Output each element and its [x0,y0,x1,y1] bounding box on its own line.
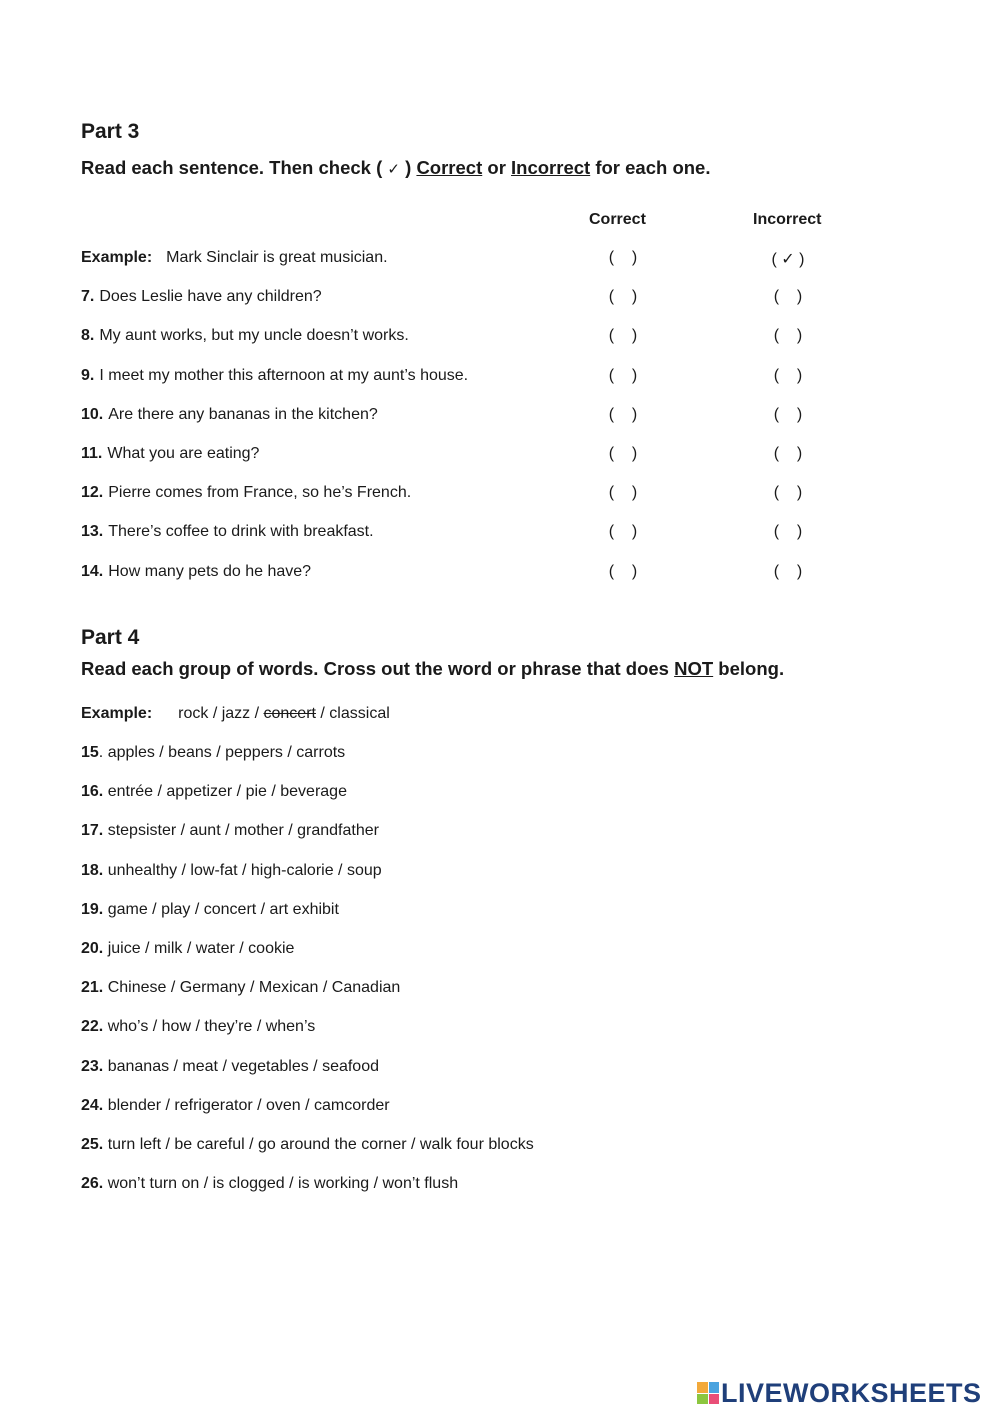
correct-checkbox[interactable]: ( ) [608,327,638,344]
word-group-text[interactable]: bananas / meat / vegetables / seafood [107,1058,379,1075]
logo-square [697,1382,708,1393]
item-number: 15 [81,744,99,761]
item-number: 20. [81,940,104,957]
sentence-text: There’s coffee to drink with breakfast. [108,523,374,540]
example-label: Example: [81,705,153,722]
correct-checkbox[interactable]: ( ) [608,288,638,305]
word-group-text[interactable]: who’s / how / they’re / when’s [107,1018,316,1035]
sentence-text: I meet my mother this afternoon at my aunt’s house. [99,367,469,384]
instruction-text: Read each sentence. Then check ( [81,157,388,178]
word-group-text[interactable]: juice / milk / water / cookie [107,940,295,957]
word-group-row[interactable] [81,1175,458,1193]
word-group-text[interactable]: Chinese / Germany / Mexican / Canadian [107,979,401,996]
correct-checkbox[interactable]: ( ) [608,367,638,384]
correct-checkbox[interactable]: ( ) [608,563,638,580]
word-group-row[interactable] [81,744,345,762]
sentence-text: Pierre comes from France, so he’s French. [108,484,412,501]
word-group-text[interactable]: entrée / appetizer / pie / beverage [107,783,347,800]
word-group-text[interactable]: game / play / concert / art exhibit [107,901,339,918]
incorrect-checkbox[interactable]: ( ) [773,288,803,305]
part3-instruction [81,157,710,179]
part4-title: Part 4 [81,626,140,649]
word-group-row[interactable] [81,783,347,801]
instruction-text: for each one. [590,157,711,178]
item-number: 23. [81,1058,104,1075]
sentence-text: Does Leslie have any children? [99,288,322,305]
sentence-text: What you are eating? [107,445,260,462]
part3-sentence-row [81,523,374,541]
sentence-number: 14. [81,563,104,580]
example-struck-word: concert [263,705,316,722]
part3-sentence-row [81,484,411,502]
example-words: rock / jazz / [178,705,264,722]
word-group-text[interactable]: unhealthy / low-fat / high-calorie / soup [107,862,382,879]
item-number: 17. [81,822,104,839]
instruction-text: Read each group of words. Cross out the word or phrase that does [81,658,675,679]
instruction-incorrect: Incorrect [511,157,591,178]
item-number: 18. [81,862,104,879]
sentence-text: My aunt works, but my uncle doesn’t works. [99,327,409,344]
word-group-text[interactable]: turn left / be careful / go around the corner / walk four blocks [107,1136,534,1153]
sentence-number: 8. [81,327,95,344]
word-group-row[interactable] [81,1136,534,1154]
part3-sentence-row [81,249,388,267]
logo-square [709,1382,720,1393]
sentence-number: 9. [81,367,95,384]
correct-checkbox[interactable]: ( ) [608,484,638,501]
sentence-number: 7. [81,288,95,305]
sentence-number: 13. [81,523,104,540]
incorrect-checkbox[interactable]: ( ) [773,327,803,344]
liveworksheets-logo-icon [697,1382,719,1404]
incorrect-checkbox[interactable]: ( ) [773,563,803,580]
word-group-text[interactable]: apples / beans / peppers / carrots [107,744,346,761]
incorrect-checkbox[interactable]: ( ✓ ) [771,251,805,268]
word-group-row[interactable] [81,979,400,997]
item-number: 24. [81,1097,104,1114]
correct-checkbox[interactable]: ( ) [608,406,638,423]
logo-text: LIVEWORKSHEETS [721,1377,982,1408]
sentence-number: 10. [81,406,104,423]
instruction-correct: Correct [416,157,483,178]
column-header-incorrect: Incorrect [753,211,822,228]
correct-checkbox[interactable]: ( ) [608,523,638,540]
logo-square [697,1394,708,1405]
sentence-number: 12. [81,484,104,501]
item-number: 22. [81,1018,104,1035]
item-number: 21. [81,979,104,996]
incorrect-checkbox[interactable]: ( ) [773,484,803,501]
example-words: / classical [315,705,390,722]
correct-checkbox[interactable]: ( ) [608,249,638,266]
incorrect-checkbox[interactable]: ( ) [773,367,803,384]
item-number: 19. [81,901,104,918]
item-separator: . [98,744,108,761]
part3-title: Part 3 [81,120,140,143]
part3-sentence-row [81,327,409,345]
correct-checkbox[interactable]: ( ) [608,445,638,462]
word-group-row[interactable] [81,822,379,840]
word-group-row[interactable] [81,862,382,880]
item-number: 26. [81,1175,104,1192]
part3-sentence-row [81,445,259,463]
item-number: 25. [81,1136,104,1153]
part3-sentence-row [81,288,322,306]
instruction-text: ) [399,157,417,178]
part4-instruction [81,658,784,680]
sentence-number: Example: [81,249,153,266]
incorrect-checkbox[interactable]: ( ) [773,523,803,540]
word-group-text[interactable]: won’t turn on / is clogged / is working / won’t flush [107,1175,459,1192]
word-group-row[interactable] [81,940,294,958]
incorrect-checkbox[interactable]: ( ) [773,406,803,423]
column-header-correct: Correct [589,211,646,228]
part3-sentence-row [81,406,378,424]
sentence-text: How many pets do he have? [108,563,312,580]
part3-sentence-row [81,367,468,385]
item-number: 16. [81,783,104,800]
instruction-text: belong. [713,658,785,679]
instruction-text: or [482,157,512,178]
word-group-row[interactable] [81,1018,315,1036]
logo-square [709,1394,720,1405]
part4-example-row [81,705,390,723]
check-mark-icon: ✓ [387,161,400,178]
sentence-text: Mark Sinclair is great musician. [166,249,388,266]
part3-sentence-row [81,563,311,581]
instruction-not: NOT [674,658,714,679]
word-group-row[interactable] [81,901,339,919]
word-group-row[interactable] [81,1058,379,1076]
word-group-text[interactable]: blender / refrigerator / oven / camcorder [107,1097,390,1114]
word-group-row[interactable] [81,1097,390,1115]
sentence-number: 11. [81,445,103,462]
liveworksheets-logo [697,1376,982,1410]
incorrect-checkbox[interactable]: ( ) [773,445,803,462]
word-group-text[interactable]: stepsister / aunt / mother / grandfather [107,822,379,839]
sentence-text: Are there any bananas in the kitchen? [108,406,378,423]
